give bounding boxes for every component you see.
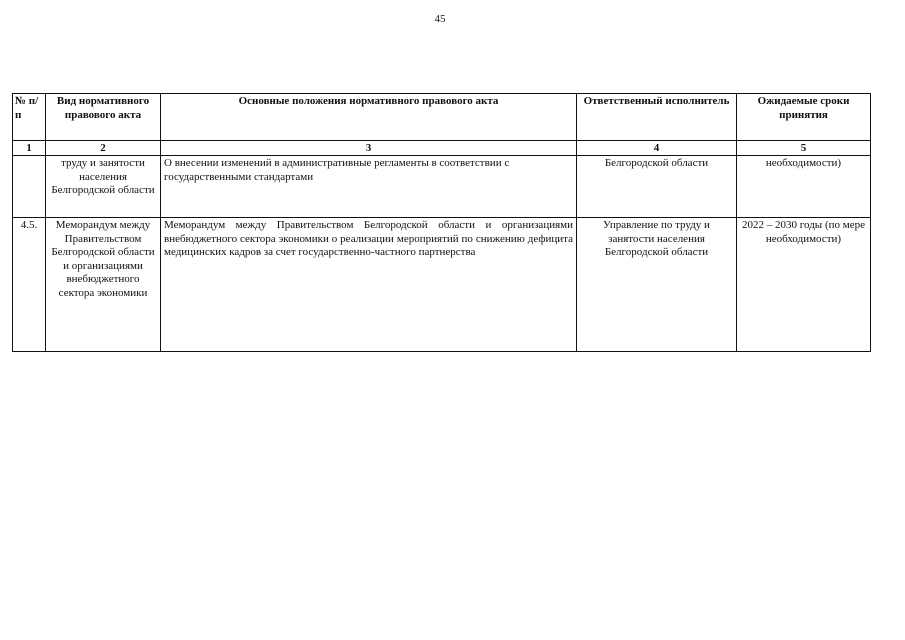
legal-acts-table — [12, 93, 871, 352]
header-executor: Ответственный исполнитель — [577, 94, 737, 141]
page-number: 45 — [434, 13, 446, 25]
column-number: 3 — [161, 141, 577, 156]
row-number: 4.5. — [13, 218, 46, 352]
table-row — [13, 218, 871, 352]
header-act-type: Вид нормативного правового акта — [46, 94, 161, 141]
column-number: 4 — [577, 141, 737, 156]
column-number: 1 — [13, 141, 46, 156]
table-header-row — [13, 94, 871, 141]
column-number: 2 — [46, 141, 161, 156]
deadline-cell: 2022 – 2030 годы (по мере необходимости) — [737, 218, 871, 352]
provisions-cell: Меморандум между Правительством Белгородской области и организациями внебюджетного сектора экономики о реализации мероприятий по снижению дефицита медицинских кадров за счет государственно-частного партнерства — [161, 218, 577, 352]
column-number-row — [13, 141, 871, 156]
header-deadline: Ожидаемые сроки принятия — [737, 94, 871, 141]
deadline-cell: необходимости) — [737, 156, 871, 218]
provisions-cell: О внесении изменений в административные регламенты в соответствии с государственными стандартами — [161, 156, 577, 218]
table-row — [13, 156, 871, 218]
row-number — [13, 156, 46, 218]
executor-cell: Управление по труду и занятости населения Белгородской области — [577, 218, 737, 352]
header-number: № п/п — [13, 94, 46, 141]
act-type-cell: труду и занятости населения Белгородской области — [46, 156, 161, 218]
act-type-cell: Меморандум между Правительством Белгородской области и организациями внебюджетного сектора экономики — [46, 218, 161, 352]
column-number: 5 — [737, 141, 871, 156]
executor-cell: Белгородской области — [577, 156, 737, 218]
header-provisions: Основные положения нормативного правового акта — [161, 94, 577, 141]
